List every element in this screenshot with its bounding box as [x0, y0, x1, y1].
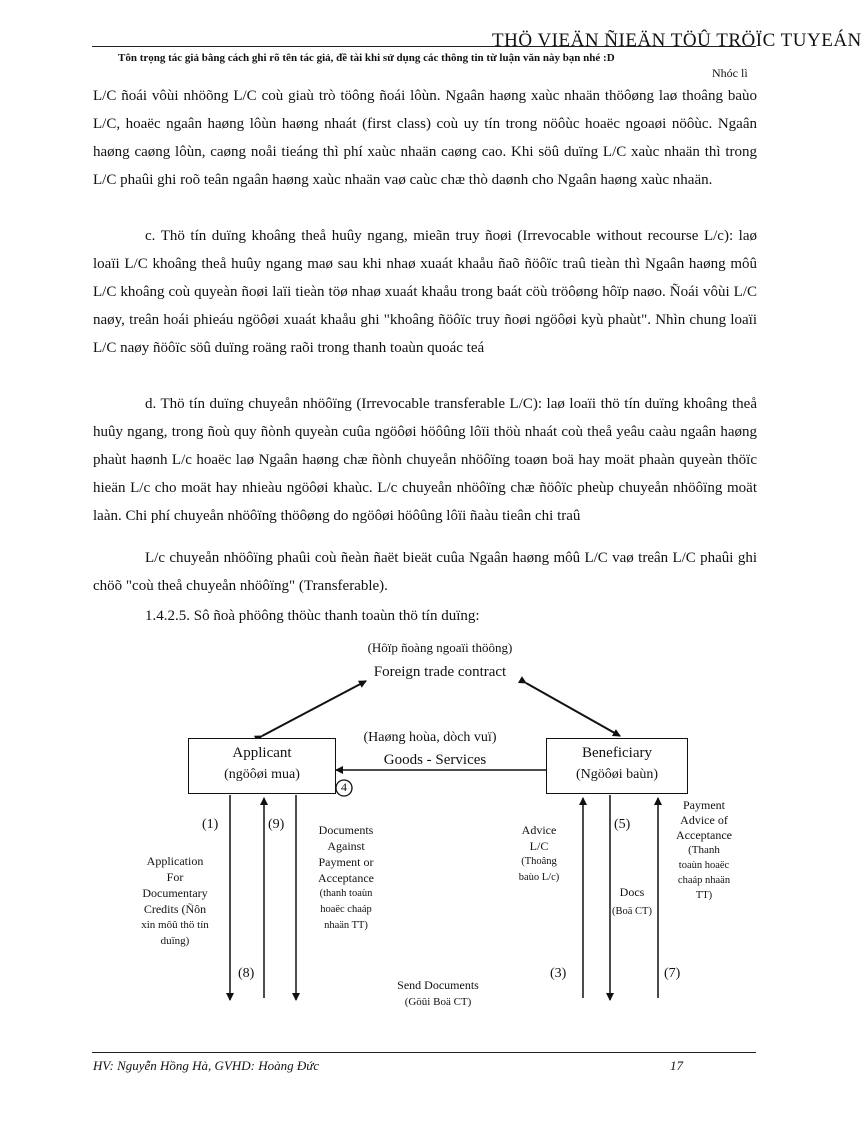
step8-label: (8)	[238, 966, 255, 981]
step4-label: 4	[341, 780, 347, 794]
application-line: duïng)	[160, 935, 190, 947]
header-right-note: Nhóc lì	[712, 66, 748, 80]
payment-line: Acceptance	[676, 828, 732, 842]
docs-line: Docs	[619, 885, 645, 899]
beneficiary-label: Beneficiary	[582, 745, 652, 761]
send-documents-vn-label: (Göûi Boä CT)	[404, 996, 472, 1008]
payment-vn-line: (Thanh	[688, 844, 720, 856]
paragraph-irrevocable-without-recourse: c. Thö tín duïng khoâng theå huûy ngang, mieãn truy ñoøi (Irrevocable without recourse L/c): laø loaïi L/C khoâng theå huûy ngang maø sau khi nhaø xuaát khaåu ñaõ ñöôïc traû tieàn thì Ngaân haøng môû L/C khoâng coù quyeàn ñoøi laïi tieàn töø nhaø xuaát khaåu trong baát cöù tröôøng hôïp naøo. Ñoái vôùi L/C naøy, treân hoái phieáu ngöôøi xuaát khaåu ghi "khoâng ñöôïc truy ñoøi ngöôøi kyù phaùt". Nhìn chung loaïi L/C naøy ñöôïc söû duïng roäng raõi trong thanh toaùn quoác teá	[93, 228, 757, 356]
applicant-box	[188, 738, 336, 794]
step7-label: (7)	[664, 966, 681, 981]
header-notice: Tôn trọng tác giả bằng cách ghi rõ tên tác giả, đề tài khi sử dụng các thông tin từ luận văn này bạn nhé :D	[118, 52, 615, 64]
step3-label: (3)	[550, 966, 567, 981]
paragraph-confirmed-lc: L/C ñoái vôùi nhöõng L/C coù giaù trò töông ñoái lôùn. Ngaân haøng xaùc nhaän thöôøng laø thoâng baùo L/C, hoaëc ngaân haøng lôùn haøng nhaát (first class) coù uy tín trong nöôùc hoaëc ngoaøi nöôùc. Ngaân haøng caøng lôùn, caøng noåi tieáng thì phí xaùc nhaän caøng cao. Khi söû duïng L/C xaùc nhaän thì trong L/C phaûi ghi roõ teân ngaân haøng xaùc nhaän vaø caùc chæ thò daønh cho Ngaân haøng xaùc nhaän.	[93, 88, 757, 188]
documents-line: Payment or	[318, 855, 374, 869]
send-documents-label: Send Documents	[397, 978, 479, 992]
applicant-label: Applicant	[232, 745, 292, 761]
section-heading: 1.4.2.5. Sô ñoà phöông thöùc thanh toaùn thö tín duïng:	[145, 608, 480, 624]
documents-vn-line: hoaëc chaáp	[320, 904, 372, 915]
applicant-label-vn: (ngöôøi mua)	[224, 767, 300, 782]
payment-vn-line: chaáp nhaän	[677, 875, 731, 886]
advice-line: L/C	[529, 839, 549, 853]
application-line: xin môû thö tín	[141, 919, 209, 931]
beneficiary-label-vn: (Ngöôøi baùn)	[575, 767, 659, 782]
step1-label: (1)	[202, 817, 219, 832]
documents-vn-line: nhaän TT)	[324, 920, 368, 931]
payment-line: Payment	[683, 798, 725, 812]
header-site-title: THÖ VIEÄN ÑIEÄN TÖÛ TRÖÏC TUYEÁN	[492, 30, 862, 51]
footer-author: HV: Nguyễn Hồng Hà, GVHD: Hoàng Đức	[93, 1058, 320, 1073]
documents-line: Against	[327, 839, 365, 853]
advice-line: Advice	[521, 823, 557, 837]
contract-arrow-left	[262, 681, 366, 736]
contract-label-vn: (Hôïp ñoàng ngoaïi thöông)	[367, 640, 513, 655]
documents-label	[300, 822, 392, 934]
page-number: 17	[670, 1058, 683, 1073]
contract-arrow-right	[526, 683, 620, 736]
docs-label	[610, 884, 654, 920]
goods-label-en: Goods - Services	[383, 752, 487, 768]
paragraph-transferable-note: L/c chuyeån nhöôïng phaûi coù ñeàn ñaët bieät cuûa Ngaân haøng môû L/C vaø treân L/C phaûi ghi chöõ "coù theå chuyeån nhöôïng" (Transferable).	[93, 550, 757, 594]
footer-rule	[92, 1052, 756, 1053]
advice-vn-line: baùo L/c)	[518, 872, 560, 883]
goods-label-vn: (Haøng hoùa, dòch vuï)	[363, 730, 497, 745]
beneficiary-box	[546, 738, 688, 794]
application-line: Documentary	[142, 886, 208, 900]
step5-label: (5)	[614, 817, 631, 832]
payment-label	[664, 798, 744, 903]
documents-line: Documents	[318, 823, 374, 837]
application-line: Application	[146, 854, 204, 868]
application-line: Credits (Ñôn	[143, 902, 207, 916]
payment-line: Advice of	[680, 813, 728, 827]
paragraph-transferable-lc: d. Thö tín duïng chuyeån nhöôïng (Irrevocable transferable L/C): laø loaïi thö tín duïng khoâng theå huûy ngang, trong ñoù quy ñònh quyeàn cuûa ngöôøi höôûng lôïi thöù nhaát coù theå yeâu caàu ngaân haøng phaùt haønh L/c hoaëc laø Ngaân haøng chæ ñònh chuyeån nhöôïng toaøn boä hay moät phaàn quyeàn thöïc hieän L/c cho moät hay nhieàu ngöôøi khaùc. L/c chuyeån nhöôïng chæ ñöôïc pheùp chuyeån nhöôïng moät laàn. Chi phí chuyeån nhöôïng thöôøng do ngöôøi höôûng lôïi ñaàu tieân chi traû	[93, 396, 757, 524]
documents-line: Acceptance	[318, 871, 374, 885]
step9-label: (9)	[268, 817, 285, 832]
advice-vn-line: (Thoâng	[521, 856, 557, 867]
payment-vn-line: toaùn hoaëc	[678, 860, 730, 871]
application-line: For	[166, 870, 184, 884]
docs-vn-line: (Boä CT)	[612, 906, 652, 917]
documents-vn-line: (thanh toaùn	[319, 888, 373, 899]
contract-label-en: Foreign trade contract	[373, 664, 507, 680]
advice-label	[506, 822, 572, 886]
payment-vn-line: TT)	[695, 890, 713, 901]
application-label	[120, 853, 230, 949]
